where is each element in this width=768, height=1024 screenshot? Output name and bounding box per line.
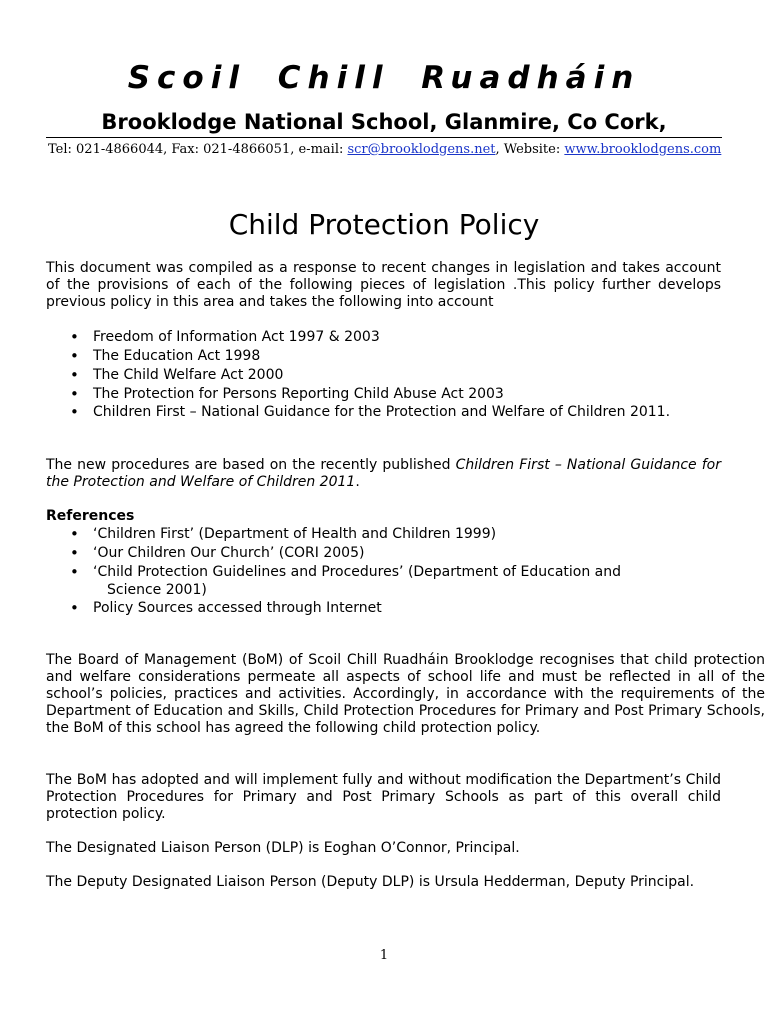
procedures-paragraph [46, 457, 721, 491]
list-item: • Children First – National Guidance for the Protection and Welfare of Children 2011. [46, 404, 721, 421]
list-item: • Freedom of Information Act 1997 & 2003 [46, 328, 721, 347]
references-list [46, 525, 721, 618]
email-link[interactable]: scr@brooklodgens.net [347, 142, 496, 157]
dlp-paragraph: The Designated Liaison Person (DLP) is Eoghan O’Connor, Principal. [46, 840, 520, 856]
list-item: • ‘Child Protection Guidelines and Procedures’ (Department of Education and Science 2001) [46, 563, 721, 599]
contact-phone-fax: Tel: 021-4866044, Fax: 021-4866051, e-mail: [48, 142, 348, 157]
list-item-continuation: Science 2001) [107, 582, 207, 598]
procedures-prefix: The new procedures are based on the recently published [46, 457, 456, 473]
school-name-english: Brooklodge National School, Glanmire, Co Cork, [101, 110, 667, 134]
contact-line [48, 141, 748, 159]
deputy-dlp-paragraph: The Deputy Designated Liaison Person (Deputy DLP) is Ursula Hedderman, Deputy Principal. [46, 874, 695, 890]
procedures-source: Children First – National Guidance for the Protection and Welfare of Children 2011 [46, 457, 721, 490]
adoption-paragraph: The BoM has adopted and will implement fully and without modification the Department’s Child Protection Procedures for Primary and Post Primary Schools as part of this overall child protection policy. [46, 772, 721, 822]
list-item: • The Education Act 1998 [46, 347, 721, 366]
page-number: 1 [379, 948, 389, 963]
list-item: • ‘Children First’ (Department of Health and Children 1999) [46, 525, 721, 544]
board-paragraph: The Board of Management (BoM) of Scoil Chill Ruadháin Brooklodge recognises that child protection and welfare considerations permeate all aspects of school life and must be reflected in all of the school’s policies, practices and activities. Accordingly, in accordance with the requirements of the Department of Education and Skills, Child Protection Procedures for Primary and Post Primary Schools, the BoM of this school has agreed the following child protection policy. [46, 652, 765, 736]
list-item: • The Child Welfare Act 2000 [46, 366, 721, 385]
school-name-irish: Scoil Chill Ruadháin [127, 60, 641, 96]
website-link[interactable]: www.brooklodgens.com [564, 142, 722, 157]
list-item: • Policy Sources accessed through Internet [46, 599, 721, 618]
list-item: • The Protection for Persons Reporting Child Abuse Act 2003 [46, 385, 721, 404]
intro-paragraph: This document was compiled as a response to recent changes in legislation and takes account of the provisions of each of the following pieces of legislation .This policy further develops previous policy in this area and takes the following into account [46, 260, 721, 310]
list-item: • ‘Our Children Our Church’ (CORI 2005) [46, 544, 721, 563]
legislation-list [46, 328, 721, 421]
references-heading: References [46, 508, 135, 524]
procedures-suffix: . [355, 474, 360, 490]
document-title: Child Protection Policy [228, 208, 540, 241]
header-divider [46, 137, 722, 138]
website-label: , Website: [495, 142, 565, 157]
